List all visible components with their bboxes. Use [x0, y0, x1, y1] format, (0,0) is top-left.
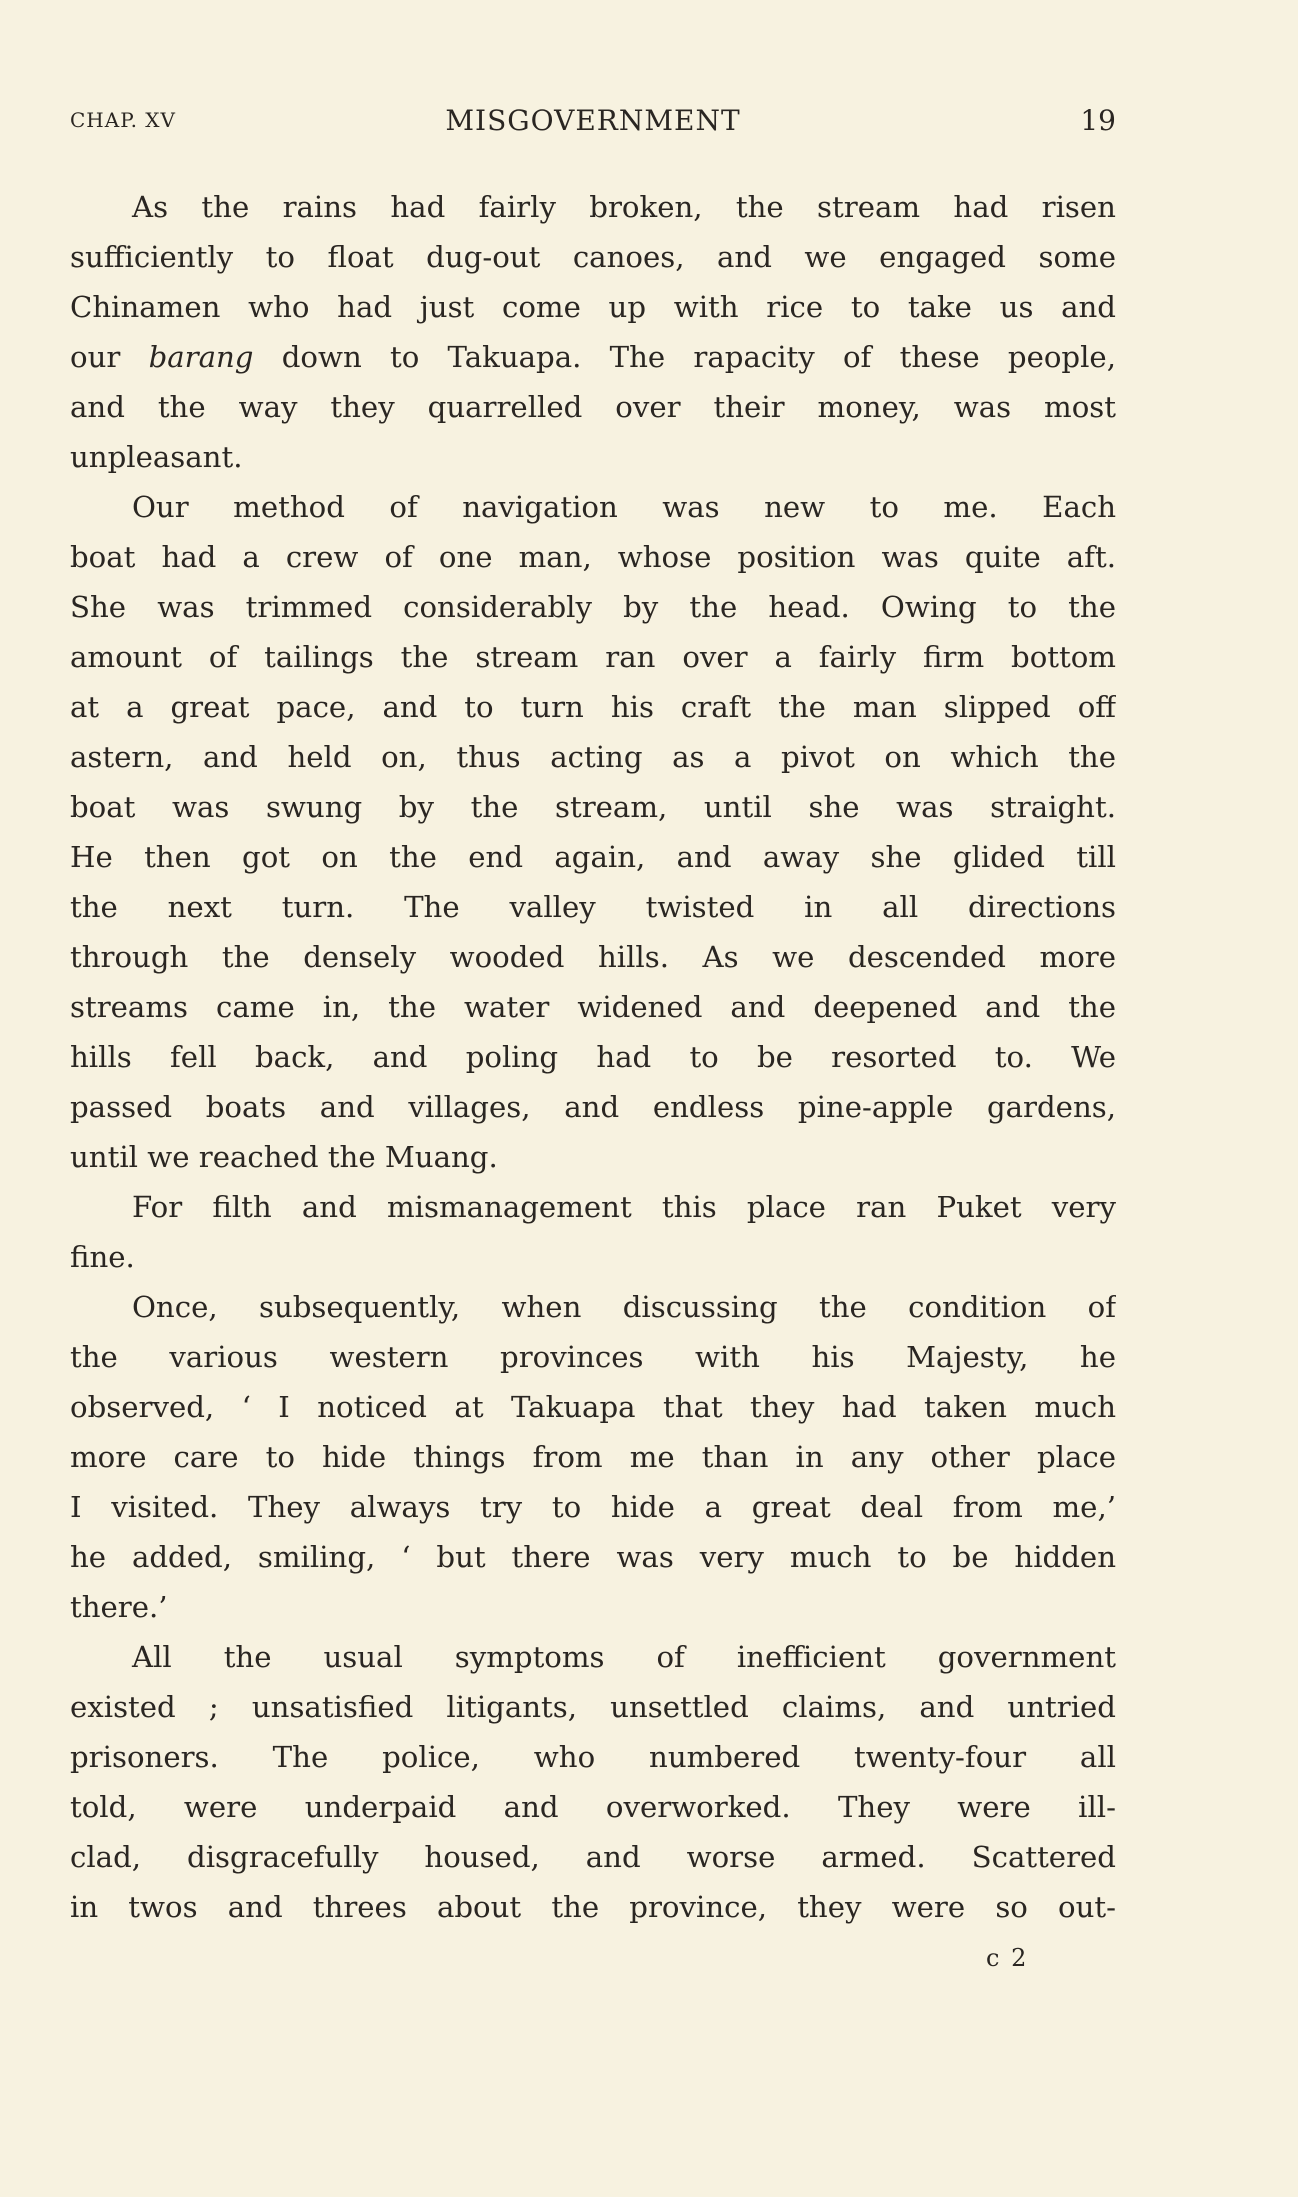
text-line: there.’ [70, 1590, 168, 1624]
text-line: Chinamen who had just come up with rice to take us and [70, 290, 1116, 324]
text-line: more care to hide things from me than in any other place [70, 1440, 1116, 1474]
text-line: in twos and threes about the province, they were so out- [70, 1890, 1116, 1924]
text-line: passed boats and villages, and endless pine-apple gardens, [70, 1090, 1116, 1124]
text-line: He then got on the end again, and away she glided till [70, 840, 1116, 874]
text-line: through the densely wooded hills. As we descended more [70, 940, 1116, 974]
text-line: observed, ‘ I noticed at Takuapa that they had taken much [70, 1390, 1116, 1424]
body-text [70, 182, 1116, 1932]
text-line: Our method of navigation was new to me. Each [132, 490, 1116, 524]
text-line: fine. [70, 1240, 135, 1274]
chapter-label: CHAP. XV [70, 108, 176, 132]
text-line: astern, and held on, thus acting as a pivot on which the [70, 740, 1116, 774]
text-line: the next turn. The valley twisted in all directions [70, 890, 1116, 924]
text-line: existed ; unsatisfied litigants, unsettled claims, and untried [70, 1690, 1116, 1724]
text-line: Once, subsequently, when discussing the condition of [132, 1290, 1116, 1324]
text-line: our barang down to Takuapa. The rapacity of these people, [70, 340, 1116, 374]
text-line: boat was swung by the stream, until she was straight. [70, 790, 1116, 824]
italic-term: barang [148, 340, 254, 374]
text-line: hills fell back, and poling had to be resorted to. We [70, 1040, 1116, 1074]
text-line: sufficiently to float dug-out canoes, and we engaged some [70, 240, 1116, 274]
text-line: I visited. They always try to hide a great deal from me,’ [70, 1490, 1116, 1524]
text-line: As the rains had fairly broken, the stream had risen [132, 190, 1116, 224]
text-line: All the usual symptoms of inefficient government [132, 1640, 1116, 1674]
text-line: For filth and mismanagement this place ran Puket very [132, 1190, 1116, 1224]
running-head [70, 104, 1116, 140]
text-line: streams came in, the water widened and deepened and the [70, 990, 1116, 1024]
text-line: amount of tailings the stream ran over a fairly firm bottom [70, 640, 1116, 674]
signature-mark: c 2 [986, 1944, 1029, 1972]
text-line: She was trimmed considerably by the head. Owing to the [70, 590, 1116, 624]
text-line: until we reached the Muang. [70, 1140, 498, 1174]
text-line: at a great pace, and to turn his craft the man slipped off [70, 690, 1116, 724]
text-line: and the way they quarrelled over their money, was most [70, 390, 1116, 424]
page-number: 19 [1080, 104, 1116, 137]
text-line: prisoners. The police, who numbered twenty-four all [70, 1740, 1116, 1774]
text-line: the various western provinces with his Majesty, he [70, 1340, 1116, 1374]
text-line: told, were underpaid and overworked. They were ill- [70, 1790, 1116, 1824]
text-line: he added, smiling, ‘ but there was very much to be hidden [70, 1540, 1116, 1574]
text-line: unpleasant. [70, 440, 243, 474]
text-line: clad, disgracefully housed, and worse armed. Scattered [70, 1840, 1116, 1874]
text-line: boat had a crew of one man, whose position was quite aft. [70, 540, 1116, 574]
chapter-title: MISGOVERNMENT [445, 104, 741, 137]
